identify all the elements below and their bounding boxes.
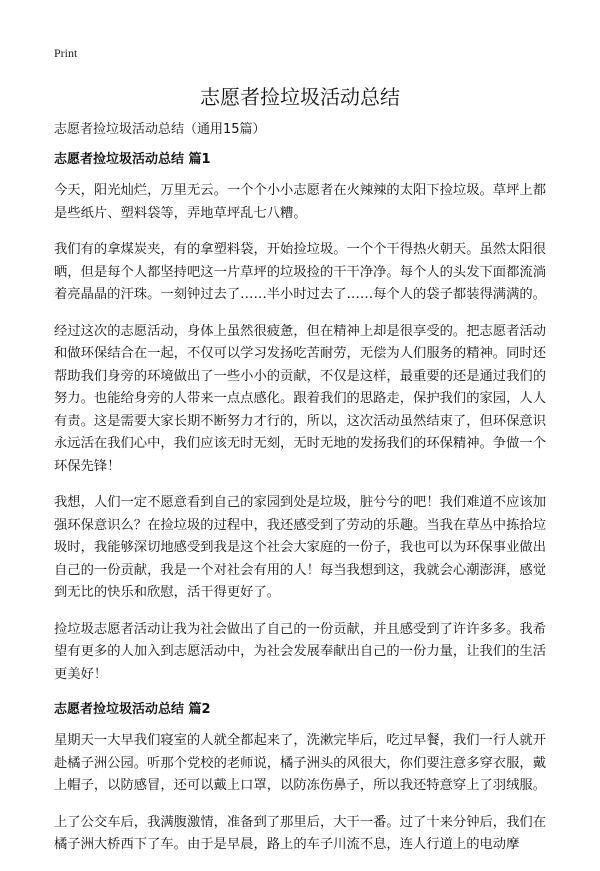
section-2 [54, 700, 546, 857]
paragraph: 经过这次的志愿活动，身体上虽然很疲惫，但在精神上却是很享受的。把志愿者活动和做环保结合在一起，不仅可以学习发扬吃苦耐劳，无偿为人们服务的精神。同时还帮助我们身旁的环境做出了一些小小的贡献，不仅是这样，最重要的还是通过我们的努力。也能给身旁的人带来一点点感化。跟着我们的思路走，保护我们的家园，人人有责。这是需要大家长期不断努力才行的，所以，这次活动虽然结束了，但环保意识永远活在我们心中，我们应该无时无刻，无时无地的发扬我们的环保精神。争做一个环保先锋！ [54, 323, 546, 474]
paragraph: 今天，阳光灿烂，万里无云。一个个小小志愿者在火辣辣的太阳下捡垃圾。草坪上都是些纸片、塑料袋等，弄地草坪乱七八糟。 [54, 183, 546, 221]
section-heading: 志愿者捡垃圾活动总结 篇1 [54, 152, 211, 167]
document-content [54, 120, 546, 871]
paragraph: 上了公交车后，我满腹激情，准备到了那里后，大干一番。过了十来分钟后，我们在橘子洲大桥西下了车。由于是早晨，路上的车子川流不息，连人行道上的电动摩 [54, 814, 546, 852]
print-link[interactable]: Print [54, 46, 78, 60]
section-heading: 志愿者捡垃圾活动总结 篇2 [54, 702, 211, 717]
document-subtitle: 志愿者捡垃圾活动总结（通用15篇） [54, 122, 266, 137]
section-1 [54, 150, 546, 686]
page-title: 志愿者捡垃圾活动总结 [200, 85, 400, 109]
paragraph: 我想，人们一定不愿意看到自己的家园到处是垃圾，脏兮兮的吧！我们难道不应该加强环保意识么？在捡垃圾的过程中，我还感受到了劳动的乐趣。当我在草丛中拣拾垃圾时，我能够深切地感受到我是这个社会大家庭的一份子，我也可以为环保事业做出自己的一份贡献，我是一个对社会有用的人！每当我想到这，我就会心潮澎湃，感觉到无比的快乐和欣慰，活干得更好了。 [54, 495, 546, 600]
paragraph: 星期天一大早我们寝室的人就全都起来了，洗漱完毕后，吃过早餐，我们一行人就开赴橘子洲公园。听那个党校的老师说，橘子洲头的风很大，你们要注意多穿衣服，戴上帽子，以防感冒，还可以戴上口罩，以防冻伤鼻子，所以我还特意穿上了羽绒服。 [54, 733, 546, 793]
paragraph: 捡垃圾志愿者活动让我为社会做出了自己的一份贡献，并且感受到了许许多多。我希望有更多的人加入到志愿活动中，为社会发展奉献出自己的一份力量，让我们的生活更美好！ [54, 621, 546, 682]
paragraph: 我们有的拿煤炭夹，有的拿塑料袋，开始捡垃圾。一个个干得热火朝天。虽然太阳很晒，但是每个人都坚持吧这一片草坪的垃圾捡的干干净净。每个人的头发下面都流淌着亮晶晶的汗珠。一刻钟过去了……半小时过去了……每个人的袋子都装得满满的。 [54, 242, 546, 302]
